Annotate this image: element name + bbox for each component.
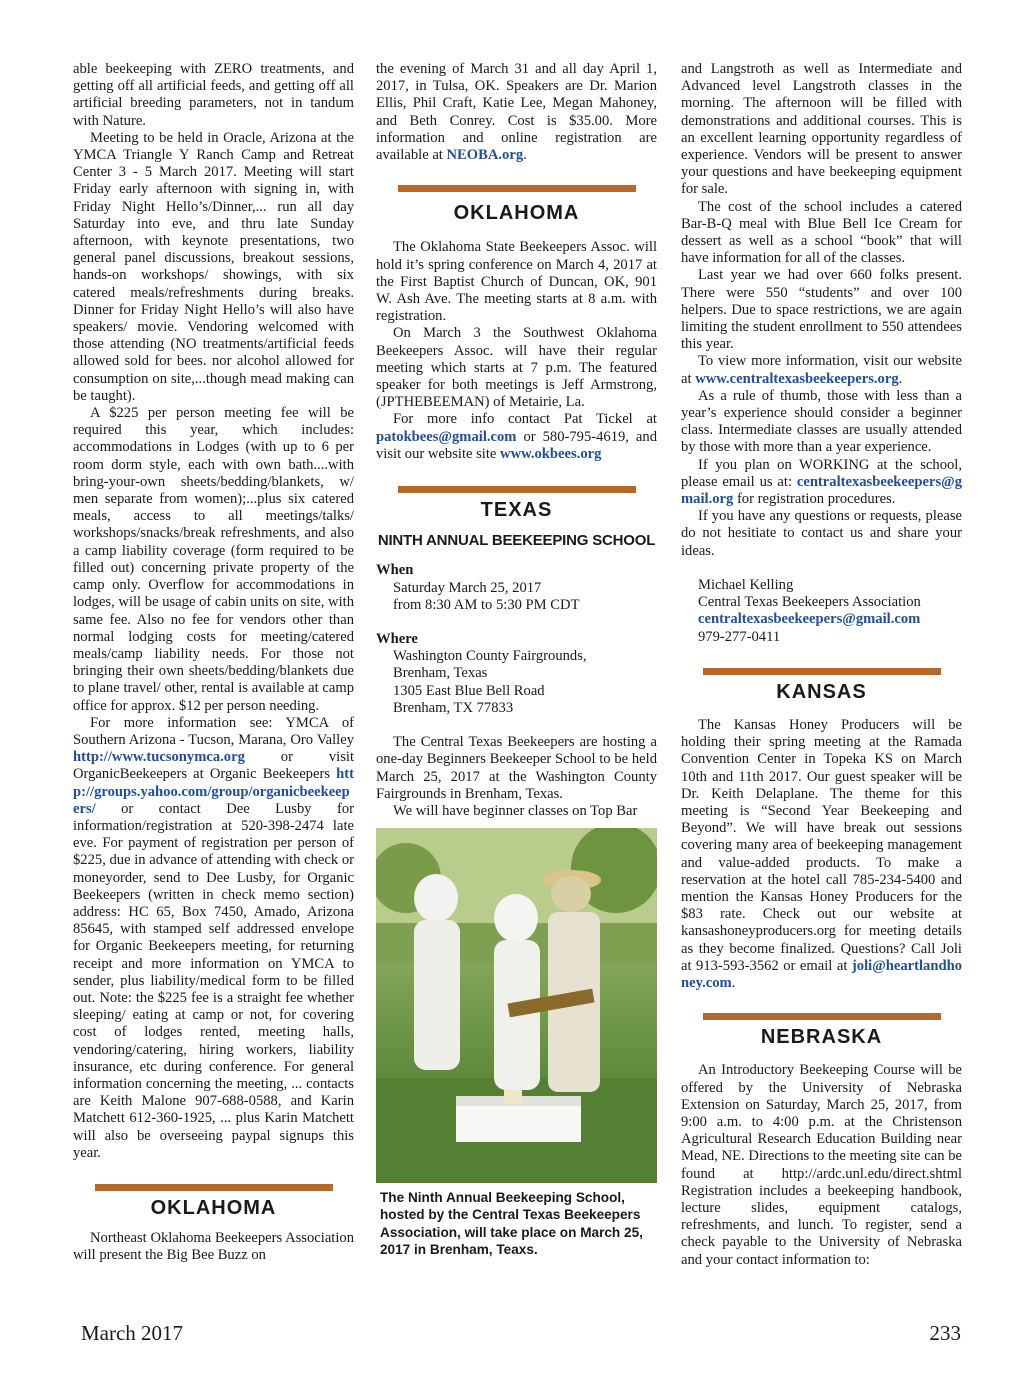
column-2	[376, 61, 657, 1258]
section-heading-kansas: KANSAS	[776, 680, 867, 703]
paragraph: Northeast Oklahoma Beekeepers Association will present the Big Bee Buzz on	[73, 1230, 354, 1264]
paragraph: The cost of the school includes a catered Bar-B-Q meal with Blue Bell Ice Cream for dessert as well as a school “book” that will have information for all of the classes.	[681, 198, 962, 267]
beekeepers-photo	[376, 828, 657, 1183]
section-rule	[95, 1184, 333, 1191]
where-line: Brenham, TX 77833	[393, 699, 514, 716]
page-number: 233	[929, 1321, 961, 1345]
paragraph: The Oklahoma State Beekeepers Assoc. will hold it’s spring conference on March 4, 2017 at the First Baptist Church of Duncan, OK, 901 W. Ash Ave. The meeting starts at 8 a.m. with registration.	[376, 239, 657, 325]
text-span: .	[731, 974, 736, 991]
paragraph	[681, 457, 962, 509]
text-span: or visit OrganicBeekeepers at Organic Beekeepers	[73, 749, 354, 783]
paragraph	[681, 353, 962, 387]
when-line: from 8:30 AM to 5:30 PM CDT	[393, 596, 580, 613]
where-label: Where	[376, 631, 418, 648]
neoba-link[interactable]: NEOBA.org	[446, 147, 524, 164]
section-rule	[398, 185, 636, 192]
when-label: When	[376, 562, 414, 579]
paragraph	[376, 61, 657, 164]
centraltexas-email-link[interactable]: centraltexasbeekeepers@gmail.org	[681, 473, 962, 508]
when-line: Saturday March 25, 2017	[393, 579, 542, 596]
signature-email-link[interactable]: centraltexasbeekeepers@gmail.com	[698, 611, 921, 628]
okbees-link[interactable]: www.okbees.org	[500, 445, 602, 462]
column-3	[681, 61, 962, 1269]
text-span: the evening of March 31 and all day April 1, 2017, in Tulsa, OK. Speakers are Dr. Marion Ellis, Phil Craft, Katie Lee, Megan Mahoney, and Beth Conrey. Cost is $35.00. More information and online registration are available at	[376, 61, 657, 164]
text-span: or 580-795-4619, and visit our website site	[376, 428, 657, 462]
signature-phone: 979-277-0411	[698, 628, 781, 645]
paragraph	[376, 411, 657, 463]
paragraph: and Langstroth as well as Intermediate and Advanced level Langstroth classes in the morning. The afternoon will be filled with demonstrations and additional courses. This is an excellent learning opportunity regardless of experience. Vendors will be present to answer your questions and have beekeeping equipment for sale.	[681, 61, 962, 198]
paragraph: The Central Texas Beekeepers are hosting a one-day Beginners Beekeeper School to be held March 25, 2017 at the Washington County Fairgrounds in Brenham, Texas.	[376, 734, 657, 802]
signature-org: Central Texas Beekeepers Association	[698, 594, 921, 611]
section-heading-oklahoma: OKLAHOMA	[150, 1197, 277, 1219]
paragraph: able beekeeping with ZERO treatments, and getting off all artificial feeds, and getting off all artificial breeding parameters, not in tandum with Nature.	[73, 61, 354, 129]
paragraph: A $225 per person meeting fee will be required this year, which includes: accommodations in Lodges (with up to 6 per room dorm style, each with own bath....with bring-your-own sheets/bedding/blankets, w/ men separate from women);...plus six catered meals, access to all meetings/talks/ workshops/snacks/break refreshments, and also a camp liability coverage (form required to be filled out) concerning private property of the camp only. Overflow for accommodations in lodges, will be usage of cabin units on site, with same fee. Also no fee for vendors other than normal lodging costs for meeting/catered meals/camp liability needs. For those not bringing their own sheets/bedding/blankets due to plane travel/ other, rental is available at camp office for approx. $12 per person needing.	[73, 405, 354, 714]
paragraph: Last year we had over 660 folks present. There were 550 “students” and over 100 helpers. Due to space restrictions, we are again limiting the student enrollment to 550 attendees this year.	[681, 267, 962, 353]
paragraph: Meeting to be held in Oracle, Arizona at the YMCA Triangle Y Ranch Camp and Retreat Center 3 - 5 March 2017. Meeting will start Friday early afternoon with signing in, with Friday Night Hello’s/Dinner,... run all day Saturday into eve, and thru late Sunday afternoon, with keynote presentations, two general panel discussions, breakout sessions, hands-on workshops/ showings, with six catered meals/refreshments during breaks. Dinner for Friday Night Hello’s will also have speakers/ movie. Vendoring welcomed with those attending (NO treatments/artificial feeds allowed sold for bees. nor alcohol allowed for consumption on site,...though mead making can be taught).	[73, 129, 354, 404]
text-span: For more information see: YMCA of Southern Arizona - Tucson, Marana, Oro Valley	[73, 714, 354, 748]
paragraph	[73, 715, 354, 1162]
paragraph: On March 3 the Southwest Oklahoma Beekeepers Assoc. will have their regular meeting which starts at 7 p.m. The featured speaker for both meetings is Jeff Armstrong, (JPTHEBEEMAN) of Metairie, La.	[376, 325, 657, 411]
text-span: If you plan on WORKING at the school, please email us at:	[681, 456, 962, 490]
section-heading-oklahoma: OKLAHOMA	[453, 202, 580, 225]
paragraph: As a rule of thumb, those with less than a year’s experience should consider a beginner class. Intermediate classes are usually attended by those with more than a year experience.	[681, 387, 962, 456]
text-span: The Kansas Honey Producers will be holding their spring meeting at the Ramada Convention Center in Topeka KS on March 10th and 11th 2017. Our guest speaker will be Dr. Keith Delaplane. The theme for this meeting is “Second Year Beekeeping and Beyond”. We will have break out sessions covering many area of beekeeping management and value-added products. To make a reservation at the hotel call 785-234-5400 and mention the Kansas Honey Producers for the $83 rate. Check out our website at kansashoneyproducers.org for meeting details as they become finalized. Questions? Call Joli at 913-593-3562 or email at	[681, 716, 962, 974]
where-line: Washington County Fairgrounds,	[393, 648, 587, 665]
paragraph: If you have any questions or requests, please do not hesitiate to contact us and share your ideas.	[681, 508, 962, 559]
section-rule	[398, 486, 636, 493]
section-heading-texas: TEXAS	[480, 499, 553, 522]
paragraph: An Introductory Beekeeping Course will be offered by the University of Nebraska Extension on Saturday, March 25, 2017, from 9:00 a.m. to 4:00 p.m. at the Christenson Agricultural Research Education Building near Mead, NE. Directions to the meeting site can be found at http://ardc.unl.edu/direct.shtml Registration includes a beekeeping handbook, lecture slides, equipment catalogs, refreshments, and lunch. To register, send a check payable to the University of Nebraska and your contact information to:	[681, 1062, 962, 1268]
column-1	[73, 61, 354, 1265]
text-span: To view more information, visit our website at	[681, 353, 962, 387]
where-line: Brenham, Texas	[393, 665, 488, 682]
beekeepers-illustration	[376, 828, 657, 1183]
footer-date: March 2017	[81, 1321, 184, 1345]
paragraph: We will have beginner classes on Top Bar	[393, 802, 638, 819]
text-span: For more info contact Pat Tickel at	[393, 411, 657, 428]
tucsonymca-link[interactable]: http://www.tucsonymca.org	[73, 749, 245, 766]
text-span: .	[898, 370, 903, 387]
signature-name: Michael Kelling	[698, 576, 794, 593]
where-line: 1305 East Blue Bell Road	[393, 682, 545, 699]
section-heading-nebraska: NEBRASKA	[760, 1026, 883, 1049]
photo-caption: The Ninth Annual Beekeeping School, hosted by the Central Texas Beekeepers Association, will take place on March 25, 2017 in Brenham, Teaxs.	[380, 1190, 643, 1257]
joli-email-link[interactable]: joli@heartlandhoney.com	[681, 957, 962, 991]
yahoo-group-link[interactable]: http://groups.yahoo.com/group/organicbeekeepers/	[73, 766, 354, 817]
text-span: for registration procedures.	[733, 491, 896, 508]
section-rule	[703, 1013, 941, 1020]
text-span: .	[523, 147, 527, 164]
section-rule	[703, 668, 941, 675]
centraltexas-website-link[interactable]: www.centraltexasbeekeepers.org	[695, 370, 899, 387]
email-link[interactable]: patokbees@gmail.com	[376, 428, 517, 445]
paragraph	[681, 717, 962, 992]
section-subheading: NINTH ANNUAL BEEKEEPING SCHOOL	[377, 532, 656, 550]
text-span: or contact Dee Lusby for information/registration at 520-398-2474 late eve. For payment of registration per person of $225, due in advance of attending with check or moneyorder, send to Dee Lusby, for Organic Beekeepers (written in check memo section) address: HC 65, Box 7450, Amado, Arizona 85645, with stamped self addressed envelope for Organic Beekeepers meeting, for returning receipt and more information on YMCA to sender, plus liability/medical form to be filled out. Note: the $225 fee is a straight fee whether sleeping/ eating at camp or not, for covering cost of lodges rented, meeting halls, vendoring/catering, hiring workers, liability insurance, etc during conference. For general information concerning the meeting, ... contacts are Keith Malone 907-688-0588, and Karin Matchett 612-360-1925, ... plus Karin Matchett will also be overseeing paypal signups this year.	[73, 800, 354, 1161]
